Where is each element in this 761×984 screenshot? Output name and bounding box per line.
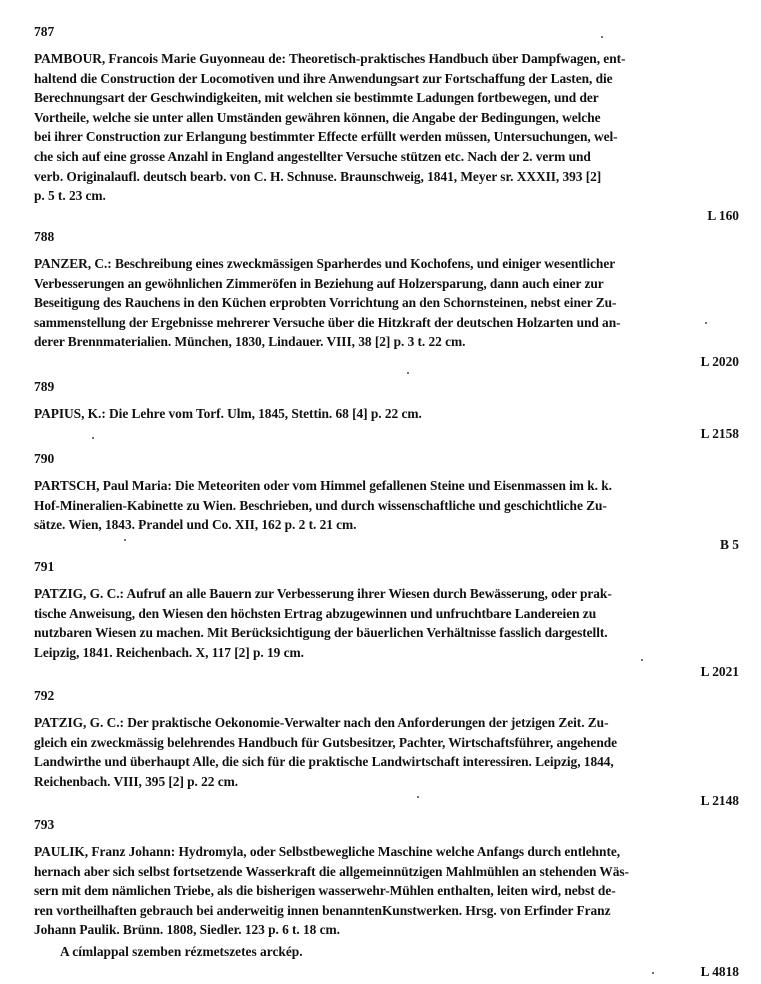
entry-line: sammenstellung der Ergebnisse mehrerer Versuche über die Hitzkraft der deutschen Holzarten und an-: [34, 314, 621, 330]
entry-number: 792: [34, 688, 55, 703]
entry-description: [34, 584, 739, 662]
catalog-entry-791: [34, 557, 739, 681]
entry-line: bei ihrer Construction zur Erlangung bestimmter Effecte erfüllt werden müssen, Untersuchungen, wel-: [34, 129, 618, 145]
entry-line: sätze. Wien, 1843. Prandel und Co. XII, 162 p. 2 t. 21 cm.: [34, 517, 357, 533]
shelf-code: L 2020: [700, 353, 739, 369]
entry-line: PATZIG, G. C.: Aufruf an alle Bauern zur Verbesserung ihrer Wiesen durch Bewässerung, oder prak-: [34, 586, 612, 601]
catalog-entry-788: [34, 227, 739, 371]
shelf-code: L 2021: [700, 664, 739, 680]
entry-line: che sich auf eine grosse Anzahl in England angestellter Versuche stützen etc. Nach der 2. verm und: [34, 148, 591, 164]
shelf-code: L 2158: [700, 425, 739, 441]
entry-description: [34, 254, 739, 352]
shelf-code: L 160: [707, 207, 739, 223]
entry-number: 788: [34, 229, 55, 244]
entry-line: Beseitigung des Rauchens in den Küchen erprobten Vorrichtung an den Schornsteinen, nebst einer Zu-: [34, 295, 617, 311]
shelf-code: B 5: [720, 536, 739, 552]
entry-line: PAULIK, Franz Johann: Hydromyla, oder Selbstbewegliche Maschine welche Anfangs durch entlehnte,: [34, 844, 621, 859]
entry-number: 793: [34, 817, 55, 832]
entry-line: gleich ein zweckmässig belehrendes Handbuch für Gutsbesitzer, Pachter, Wirtschaftsführer, angehende: [34, 734, 618, 750]
catalog-entry-790: [34, 449, 739, 554]
shelf-code: L 4818: [700, 963, 739, 979]
entry-line: PAMBOUR, Francois Marie Guyonneau de: Theoretisch-praktisches Handbuch über Dampfwagen, ent-: [34, 51, 626, 66]
entry-description: [34, 476, 739, 535]
scan-speck: [124, 539, 126, 541]
entry-description: [34, 49, 739, 206]
entry-line: Reichenbach. VIII, 395 [2] p. 22 cm.: [34, 773, 239, 789]
catalog-entry-789: [34, 377, 739, 443]
entry-number: 791: [34, 559, 55, 574]
scan-speck: [417, 796, 419, 798]
entry-line: Johann Paulik. Brünn. 1808, Siedler. 123 p. 6 t. 18 cm.: [34, 922, 340, 938]
entry-line: PANZER, C.: Beschreibung eines zweckmässigen Sparherdes und Kochofens, und einiger wesentlicher: [34, 256, 616, 271]
entry-line: nutzbaren Wiesen zu machen. Mit Berücksichtigung der bäuerlichen Verhältnisse fasslich dargestellt.: [34, 625, 608, 641]
entry-line: Hof-Mineralien-Kabinette zu Wien. Beschrieben, und durch wissenschaftliche und geschichtliche Zu-: [34, 497, 607, 513]
scan-speck: [407, 372, 409, 374]
scan-speck: [601, 36, 603, 38]
entry-line: Leipzig, 1841. Reichenbach. X, 117 [2] p. 19 cm.: [34, 644, 304, 660]
entry-line: verb. Originalaufl. deutsch bearb. von C. H. Schnuse. Braunschweig, 1841, Meyer sr. XXXII, 393 [2]: [34, 168, 602, 184]
scan-speck: [92, 437, 94, 439]
entry-line: haltend die Construction der Locomotiven und ihre Anwendungsart zur Fortschaffung der Lasten, die: [34, 70, 613, 86]
entry-line: PATZIG, G. C.: Der praktische Oekonomie-Verwalter nach den Anforderungen der jetzigen Zeit. Zu-: [34, 715, 609, 730]
entry-line: Vortheile, welche sie unter allen Umständen gewähren können, die Angabe der Bedingungen, welche: [34, 109, 601, 125]
catalog-entry-792: [34, 686, 739, 810]
entry-line: hernach aber sich selbst fortsetzende Wasserkraft die allgemeinnützigen Mahlmühlen an stehenden Wäs-: [34, 863, 629, 879]
entry-description: [34, 713, 739, 791]
entry-number: 789: [34, 379, 55, 394]
scan-speck: [705, 322, 707, 324]
entry-line: PAPIUS, K.: Die Lehre vom Torf. Ulm, 1845, Stettin. 68 [4] p. 22 cm.: [34, 406, 422, 421]
entry-line: Berechnungsart der Geschwindigkeiten, mit welchen sie bestimmte Ladungen fortbewegen, und der: [34, 90, 599, 106]
entry-line: derer Brennmaterialien. München, 1830, Lindauer. VIII, 38 [2] p. 3 t. 22 cm.: [34, 334, 466, 350]
entry-line: ren vortheilhaften gebrauch bei anderweitig innen benanntenKunstwerken. Hrsg. von Erfinder Franz: [34, 902, 611, 918]
entry-line: Landwirthe und überhaupt Alle, die sich für die praktische Landwirtschaft interessiren. Leipzig, 1844,: [34, 754, 614, 770]
entry-line: p. 5 t. 23 cm.: [34, 188, 106, 204]
entry-number: 790: [34, 451, 55, 466]
entry-line: PARTSCH, Paul Maria: Die Meteoriten oder vom Himmel gefallenen Steine und Eisenmassen im k. k.: [34, 478, 612, 493]
entry-description: [34, 842, 739, 940]
entry-note: A címlappal szemben rézmetszetes arckép.: [60, 943, 303, 959]
entry-number: 787: [34, 24, 55, 39]
entry-description: [34, 404, 739, 424]
catalog-entry-793: [34, 815, 739, 981]
entry-line: sern mit dem nämlichen Triebe, als die bisherigen wasserwehr-Mühlen enthalten, leiten wird, nebst de-: [34, 883, 616, 899]
entry-line: tische Anweisung, den Wiesen den höchsten Ertrag abzugewinnen und unfruchtbare Landereien zu: [34, 605, 597, 621]
scan-speck: [641, 659, 643, 661]
shelf-code: L 2148: [700, 793, 739, 809]
entry-line: Verbesserungen an gewöhnlichen Zimmeröfen in Beziehung auf Holzersparung, dann auch einer zur: [34, 275, 604, 291]
scan-speck: [652, 972, 654, 974]
catalog-entry-787: [34, 22, 739, 225]
